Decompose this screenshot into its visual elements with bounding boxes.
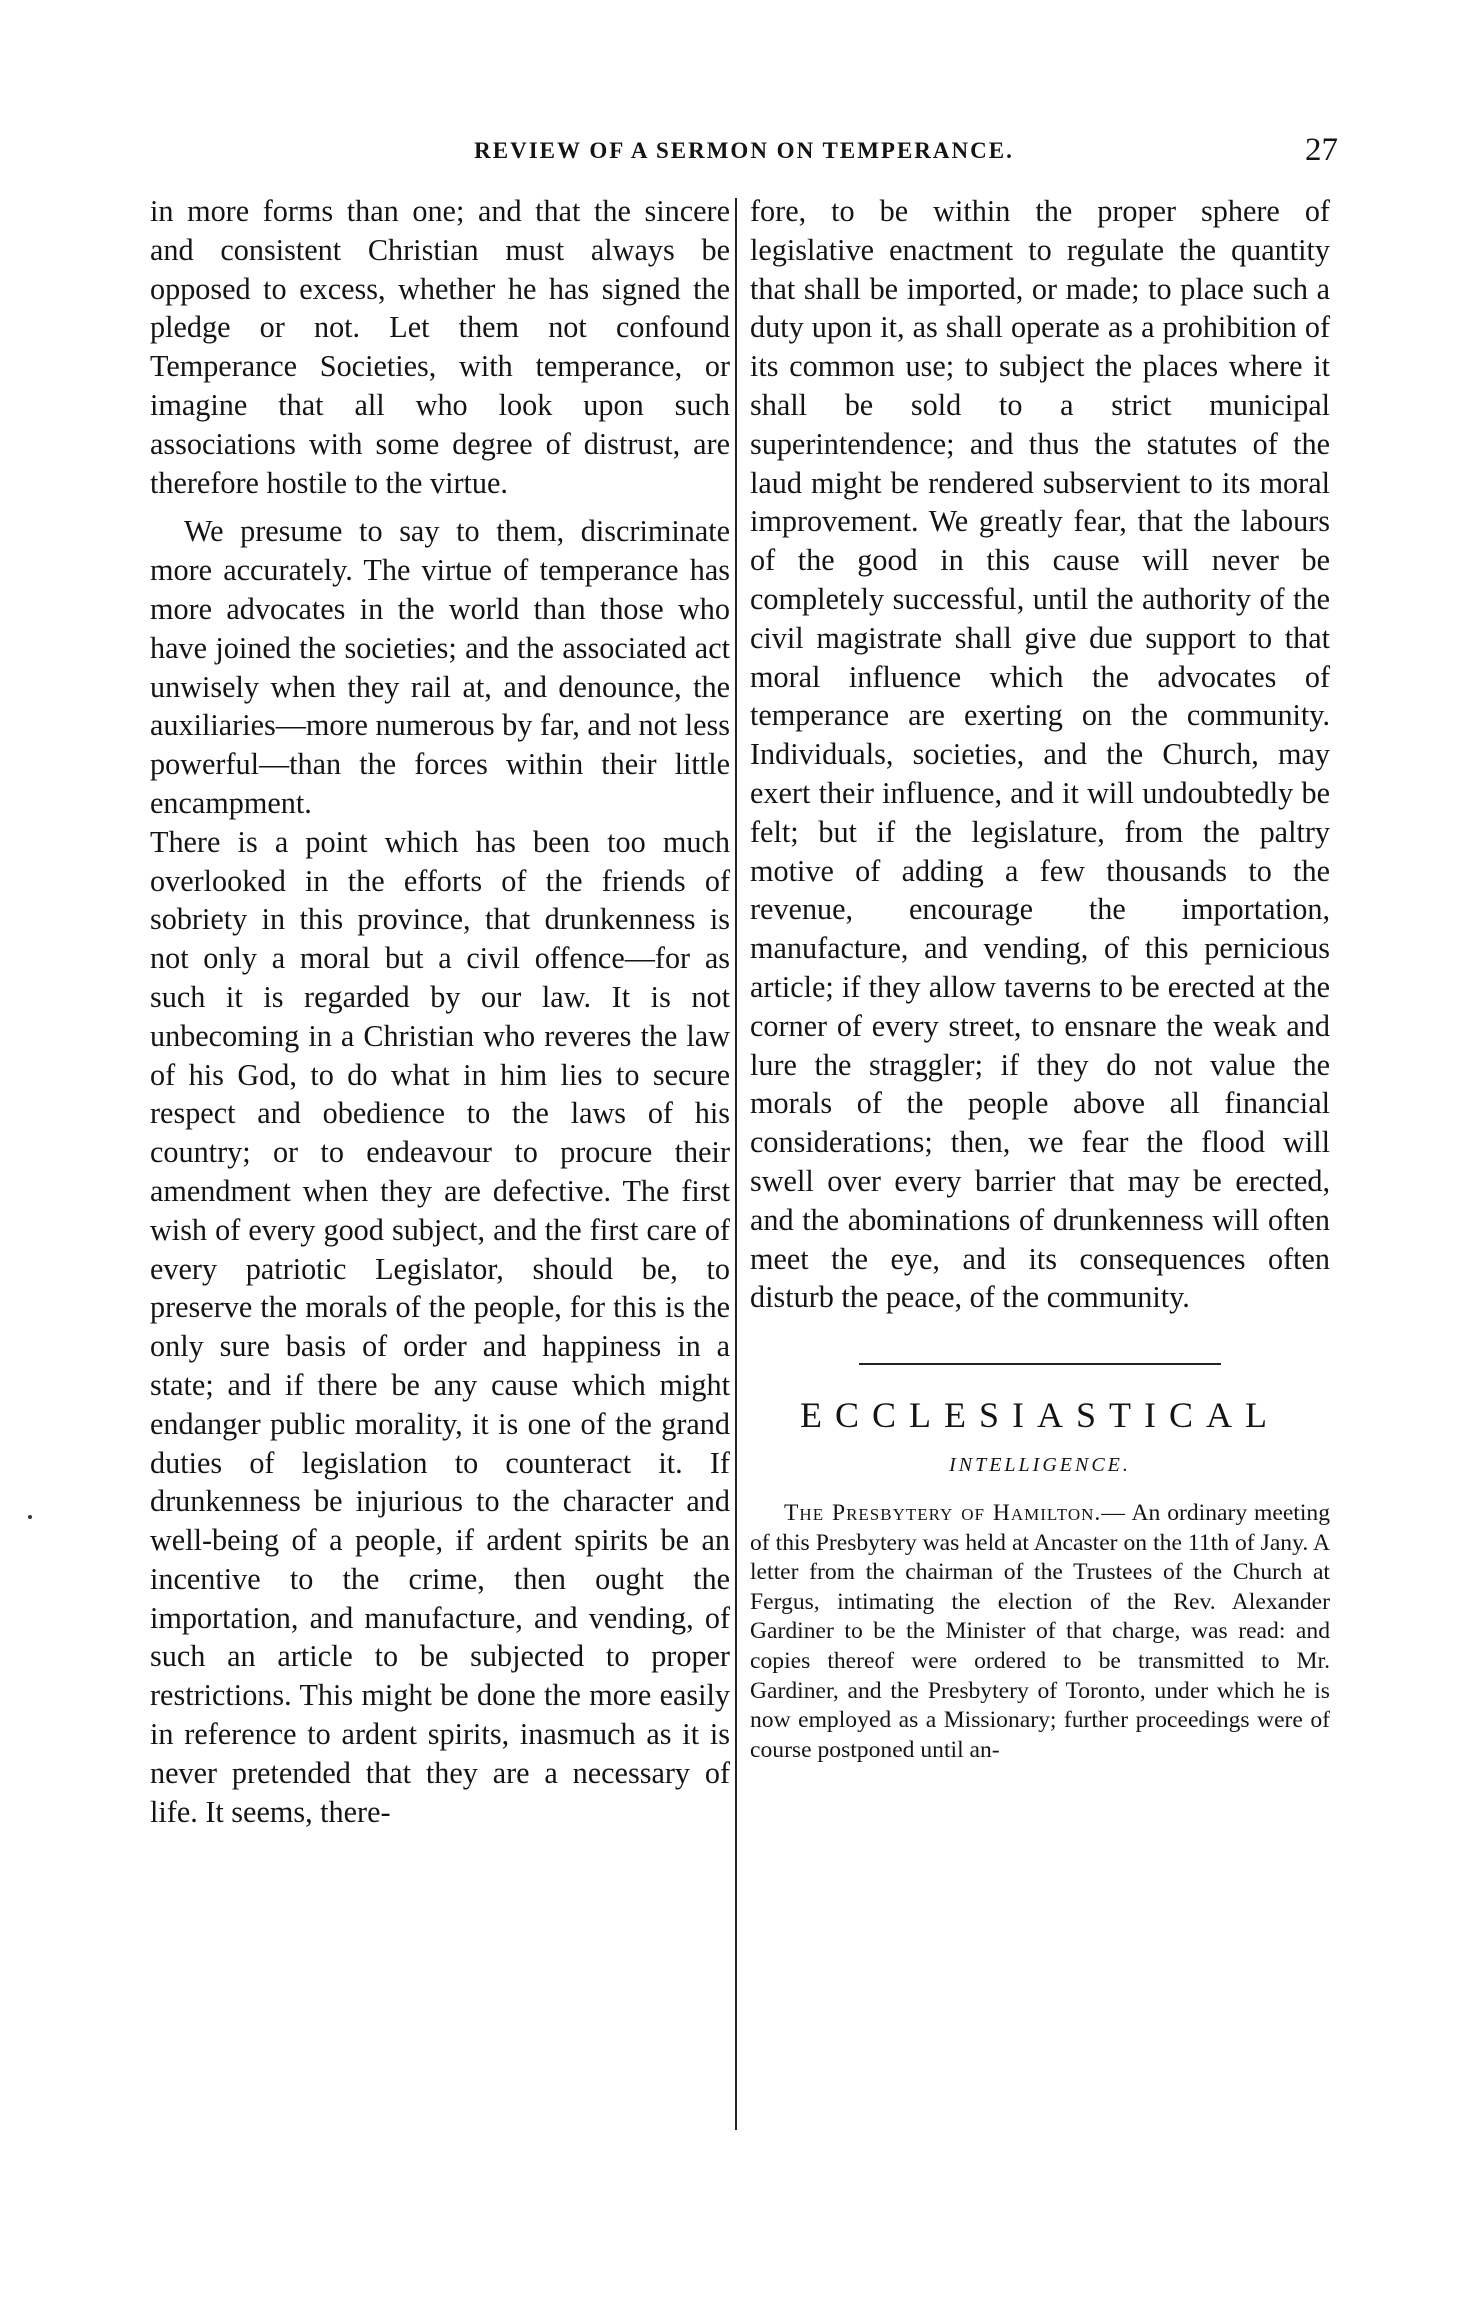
section-title: ECCLESIASTICAL (799, 1395, 1280, 1436)
news-item (750, 1499, 1330, 1765)
left-column (150, 192, 730, 1831)
column-divider (735, 198, 737, 2130)
news-body: An ordinary meeting of this Presbytery was held at Ancaster on the 11th of Jany. A letter from the chairman of the Trustees of the Church at Fergus, intimating the election of the Rev. Alexander Gardiner to be the Minister of that charge, was read: and copies thereof were ordered to be transmitted to Mr. Gardiner, and the Presbytery of Toronto, under which he is now employed as a Missionary; further proceedings were of course postponed until an- (750, 1500, 1331, 1763)
section-subtitle: INTELLIGENCE. (949, 1454, 1131, 1477)
right-column (750, 192, 1330, 1789)
left-paragraph-3: There is a point which has been too much overlooked in the efforts of the friends of sobriety in this province, that drunkenness is not only a moral but a civil offence—for as such it is regarded by our law. It is not unbecoming in a Christian who reveres the law of his God, to do what in him lies to secure respect and obedience to the laws of his country; or to endeavour to procure their amendment when they are defective. The first wish of every good subject, and the first care of every patriotic Legislator, should be, to preserve the morals of the people, for this is the only sure basis of order and happiness in a state; and if there be any cause which might endanger public morality, it is one of the grand duties of legislation to counteract it. If drunkenness be injurious to the character and well-being of a people, if ardent spirits be an incentive to the crime, then ought the importation, and manufacture, and vending, of such an article to be subjected to proper restrictions. This might be done the more easily in reference to ardent spirits, inasmuch as it is never pretended that they are a necessary of life. It seems, there- (150, 824, 730, 1829)
section-rule (859, 1363, 1221, 1365)
page-number: 27 (1305, 132, 1338, 168)
stray-mark (28, 1515, 32, 1519)
left-paragraph-2: We presume to say to them, discriminate more accurately. The virtue of temperance has more advocates in the world than those who have joined the societies; and the associated act unwisely when they rail at, and denounce, the auxiliaries—more numerous by far, and not less powerful—than the forces within their little encampment. (150, 514, 730, 820)
left-paragraph-1: in more forms than one; and that the sincere and consistent Christian must always be opposed to excess, whether he has signed the pledge or not. Let them not confound Temperance Societies, with temperance, or imagine that all who look upon such associations with some degree of distrust, are therefore hostile to the virtue. (150, 194, 730, 500)
running-head (150, 132, 1338, 174)
news-heading: The Presbytery of Hamilton.— (784, 1500, 1126, 1527)
running-title: REVIEW OF A SERMON ON TEMPERANCE. (474, 138, 1014, 163)
right-paragraph-1: fore, to be within the proper sphere of legislative enactment to regulate the quantity that shall be imported, or made; to place such a duty upon it, as shall operate as a prohibition of its common use; to subject the places where it shall be sold to a strict municipal superintendence; and thus the statutes of the laud might be rendered subservient to its moral improvement. We greatly fear, that the labours of the good in this cause will never be completely successful, until the authority of the civil magistrate shall give due support to that moral influence which the advocates of temperance are exerting on the community. Individuals, societies, and the Church, may exert their influence, and it will undoubtedly be felt; but if the legislature, from the paltry motive of adding a few thousands to the revenue, encourage the importation, manufacture, and vending, of this pernicious article; if they allow taverns to be erected at the corner of every street, to ensnare the weak and lure the straggler; if they do not value the morals of the people above all financial considerations; then, we fear the flood will swell over every barrier that may be erected, and the abominations of drunkenness will often meet the eye, and its consequences often disturb the peace, of the community. (750, 194, 1330, 1315)
